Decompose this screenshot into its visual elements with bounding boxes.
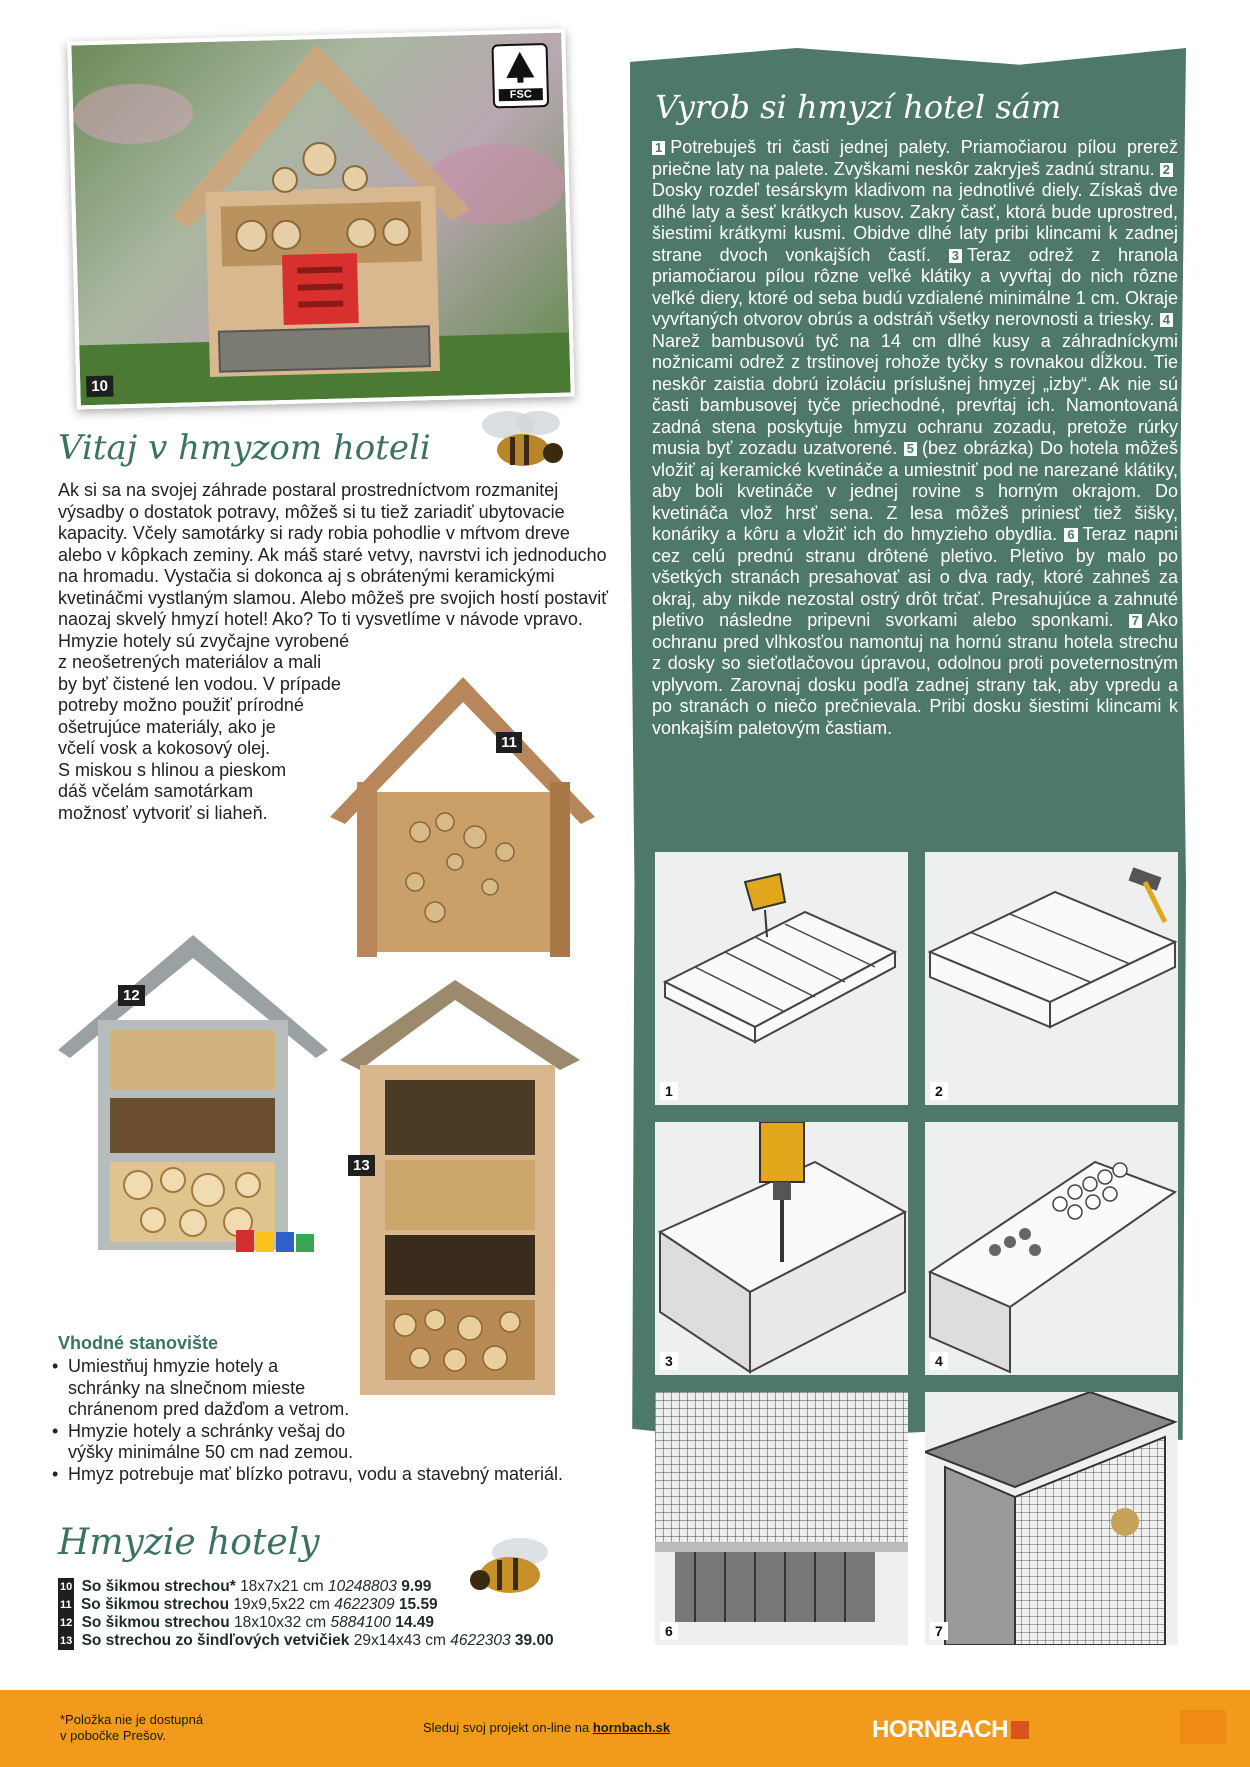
price-row bbox=[58, 1578, 618, 1596]
website-link[interactable]: hornbach.sk bbox=[592, 1720, 671, 1735]
step-text: Ako ochranu pred vlhkosťou namontuj na hornú stranu hotela strechu z dosky so sieťotlačovou úpravou, odolnou proti poveternostným vplyvom. Zarovnaj dosku podľa zadnej strany tak, aby vpredu a po stranách o niečo prečnievala. Pribi dosku šiestimi klincami k vonkajším paletovým častiam. bbox=[652, 610, 1178, 738]
product-code: 4622309 bbox=[334, 1596, 395, 1613]
step-number: 2 bbox=[1160, 163, 1173, 177]
roof-mark-icon bbox=[1011, 1721, 1029, 1739]
intro-line: kvetináčmi vystlaným slamou. Alebo môžeš pre svojich hostí postaviť bbox=[58, 587, 608, 608]
intro-line: možnosť vytvoriť si liaheň. bbox=[58, 802, 268, 823]
price-list bbox=[58, 1578, 618, 1650]
instructions-title: Vyrob si hmyzí hotel sám bbox=[655, 88, 1062, 126]
intro-line: S miskou s hlinou a pieskom bbox=[58, 759, 287, 780]
product-photo-13 bbox=[330, 960, 590, 1400]
product-code: 10248803 bbox=[327, 1578, 397, 1595]
page-corner-tab bbox=[1180, 1710, 1226, 1744]
step-number: 4 bbox=[1160, 313, 1173, 327]
step-text: Teraz napni cez celú prednú stranu drôtené pletivo. Pletivo by malo po všetkých stranách presahovať asi o dva rady, ktoré zahneš za okraj, aby nikde nezostal ostrý drôt trčať. Presahujúce a zahnuté pletivo následne pripevni svorkami alebo sponkami. bbox=[652, 524, 1178, 630]
product-price: 15.59 bbox=[398, 1596, 438, 1613]
product-tag: 12 bbox=[58, 1614, 74, 1632]
panel-number: 2 bbox=[930, 1082, 948, 1100]
intro-line: potreby možno použiť prírodné bbox=[58, 695, 304, 715]
footer bbox=[0, 1690, 1250, 1767]
product-size: 18x7x21 cm bbox=[240, 1578, 324, 1595]
step-text: Narež bambusovú tyč na 14 cm dlhé kusy a záhradníckymi nožnicami odrež z trstinovej rohože tyčky s rovnakou dĺžkou. Tie neskôr zaistia dobrú izoláciu príslušnej hmyzej „izby“. Ak nie sú časti bambusovej tyče priechodné, prevŕtaj ich. Namontovaná zadná stena poskytuje hmyzu ochranu zozadu, pretože rúrky musia byť zozadu uzatvorené. bbox=[652, 330, 1178, 458]
panel-number: 1 bbox=[660, 1082, 678, 1100]
intro-line: výsadby o dostatok potravy, môžeš si tu tiež zariadiť ubytovacie bbox=[58, 501, 565, 522]
instructions-text bbox=[652, 137, 1178, 739]
footer-note bbox=[60, 1712, 203, 1744]
product-photo-10 bbox=[67, 29, 574, 410]
bee-icon bbox=[468, 395, 578, 485]
pallet-hammer-illustration bbox=[925, 852, 1178, 1105]
footer-follow bbox=[423, 1720, 670, 1735]
location-list bbox=[50, 1356, 563, 1485]
drill-illustration bbox=[655, 1122, 908, 1375]
product-code: 4622303 bbox=[450, 1632, 511, 1649]
illustration-step-2 bbox=[925, 852, 1178, 1105]
footer-note-line: v pobočke Prešov. bbox=[60, 1728, 166, 1743]
photo-number-badge: 11 bbox=[496, 732, 522, 753]
product-name: So šikmou strechou bbox=[81, 1614, 230, 1631]
panel-number: 7 bbox=[930, 1622, 948, 1640]
fsc-logo-text: FSC bbox=[499, 88, 543, 101]
product-tag: 11 bbox=[58, 1596, 74, 1614]
footer-note-line: *Položka nie je dostupná bbox=[60, 1712, 204, 1727]
illustration-step-1 bbox=[655, 852, 908, 1105]
product-price: 9.99 bbox=[401, 1578, 432, 1595]
panel-number: 3 bbox=[660, 1352, 678, 1370]
step-text: Potrebuješ tri časti jednej palety. Priamočiarou pílou prerež priečne laty na palete. Zvyškami neskôr zakryješ zadnú stranu. bbox=[652, 137, 1178, 179]
bamboo-fill-illustration bbox=[925, 1122, 1178, 1375]
intro-title: Vitaj v hmyzom hoteli bbox=[58, 428, 431, 468]
insect-hotel-13-illustration bbox=[330, 960, 590, 1400]
panel-number: 4 bbox=[930, 1352, 948, 1370]
product-price: 39.00 bbox=[514, 1632, 554, 1649]
step-text: (bez obrázka) Do hotela môžeš vložiť aj keramické kvetináče a umiestniť pod ne narezané klátiky, aby boli kvetináče v jednej rovine s horným okrajom. Do kvetináča vlož hrsť sena. Z lesa môžeš priniesť tiež šišky, konáriky a kôru a vložiť ich do hmyzieho obydlia. bbox=[652, 438, 1178, 544]
photo-number-badge: 10 bbox=[86, 376, 113, 398]
price-row bbox=[58, 1632, 618, 1650]
list-item: • Hmyzie hotely a schránky vešaj do výšky minimálne 50 cm nad zemou. bbox=[50, 1421, 358, 1464]
insect-hotel-12-illustration bbox=[58, 930, 328, 1260]
panel-number: 6 bbox=[660, 1622, 678, 1640]
intro-line: dáš včelám samotárkam bbox=[58, 781, 254, 801]
product-tag: 13 bbox=[58, 1632, 74, 1650]
illustration-step-4 bbox=[925, 1122, 1178, 1375]
product-size: 19x9,5x22 cm bbox=[233, 1596, 330, 1613]
product-photo-11 bbox=[325, 672, 600, 962]
list-item: • Umiestňuj hmyzie hotely a schránky na slnečnom mieste chránenom pred dažďom a vetrom. bbox=[50, 1356, 350, 1421]
product-code: 5884100 bbox=[330, 1614, 391, 1631]
price-row bbox=[58, 1614, 618, 1632]
step-text: Teraz odrež z hranola priamočiarou pílou rôzne veľké klátiky a vyvŕtaj do nich rôzne veľké diery, ktoré od seba budú vzdialené minimálne 1 cm. Okraje vyvŕtaných otvorov obrús a odstráň všetky nerovnosti a triesky. bbox=[652, 244, 1178, 329]
intro-line: naozaj skvelý hmyzí hotel! Ako? To ti vysvetlíme v návode vpravo. bbox=[58, 609, 583, 629]
list-item: • Hmyz potrebuje mať blízko potravu, vodu a stavebný materiál. bbox=[50, 1464, 608, 1486]
product-name: So strechou zo šindľových vetvičiek bbox=[81, 1632, 350, 1649]
product-name: So šikmou strechou* bbox=[81, 1578, 236, 1595]
step-number: 5 bbox=[904, 442, 917, 456]
illustration-step-6 bbox=[655, 1392, 908, 1645]
wire-mesh-illustration bbox=[655, 1392, 908, 1645]
product-tag: 10 bbox=[58, 1578, 74, 1596]
photo-number-badge: 13 bbox=[348, 1155, 375, 1176]
pallet-saw-illustration bbox=[655, 852, 908, 1105]
step-number: 7 bbox=[1129, 614, 1142, 628]
step-number: 3 bbox=[949, 249, 962, 263]
intro-line: na hromadu. Vystačia si dokonca aj s obrátenými keramickými bbox=[58, 566, 555, 586]
product-size: 18x10x32 cm bbox=[234, 1614, 327, 1631]
intro-line: z neošetrených materiálov a mali bbox=[58, 652, 322, 672]
tree-icon bbox=[500, 49, 541, 84]
price-row bbox=[58, 1596, 618, 1614]
intro-line: včelí vosk a kokosový olej. bbox=[58, 738, 271, 758]
fsc-logo bbox=[491, 43, 549, 108]
product-photo-12 bbox=[58, 930, 328, 1260]
product-size: 29x14x43 cm bbox=[353, 1632, 446, 1649]
photo-number-badge: 12 bbox=[118, 985, 145, 1006]
intro-line: Ak si sa na svojej záhrade postaral prostredníctvom rozmanitej bbox=[58, 480, 559, 500]
step-text: Dosky rozdeľ tesárskym kladivom na jednotlivé diely. Získaš dve dlhé laty a šesť krátkych kusov. Zakry časť, ktorá bude uprostred, šiestimi krátkymi kusmi. Obidve dlhé laty pribi klincami k zadnej strane dvoch vonkajších častí. bbox=[652, 180, 1178, 265]
illustration-step-3 bbox=[655, 1122, 908, 1375]
intro-line: kapacity. Včely samotárky si rady robia pohodlie v mŕtvom dreve bbox=[58, 523, 570, 543]
products-title: Hmyzie hotely bbox=[58, 1522, 320, 1563]
intro-line: ošetrujúce materiály, ako je bbox=[58, 716, 276, 737]
brand-name: HORNBACH bbox=[872, 1716, 1008, 1743]
intro-line: by byť čistené len vodou. V prípade bbox=[58, 673, 341, 694]
illustration-step-7 bbox=[925, 1392, 1178, 1645]
product-price: 14.49 bbox=[395, 1614, 434, 1631]
product-name: So šikmou strechou bbox=[80, 1596, 230, 1613]
footer-follow-text: Sleduj svoj projekt on-line na bbox=[423, 1720, 593, 1735]
hornbach-logo bbox=[872, 1716, 1029, 1744]
insect-hotel-11-illustration bbox=[325, 672, 600, 962]
location-heading: Vhodné stanovište bbox=[58, 1333, 219, 1353]
step-number: 6 bbox=[1064, 528, 1077, 542]
roof-illustration bbox=[925, 1392, 1178, 1645]
intro-line: Hmyzie hotely sú zvyčajne vyrobené bbox=[58, 630, 350, 651]
step-number: 1 bbox=[652, 141, 665, 155]
intro-line: alebo v kôpkach zeminy. Ak máš staré vetvy, navrstvi ich jednoducho bbox=[58, 544, 607, 565]
